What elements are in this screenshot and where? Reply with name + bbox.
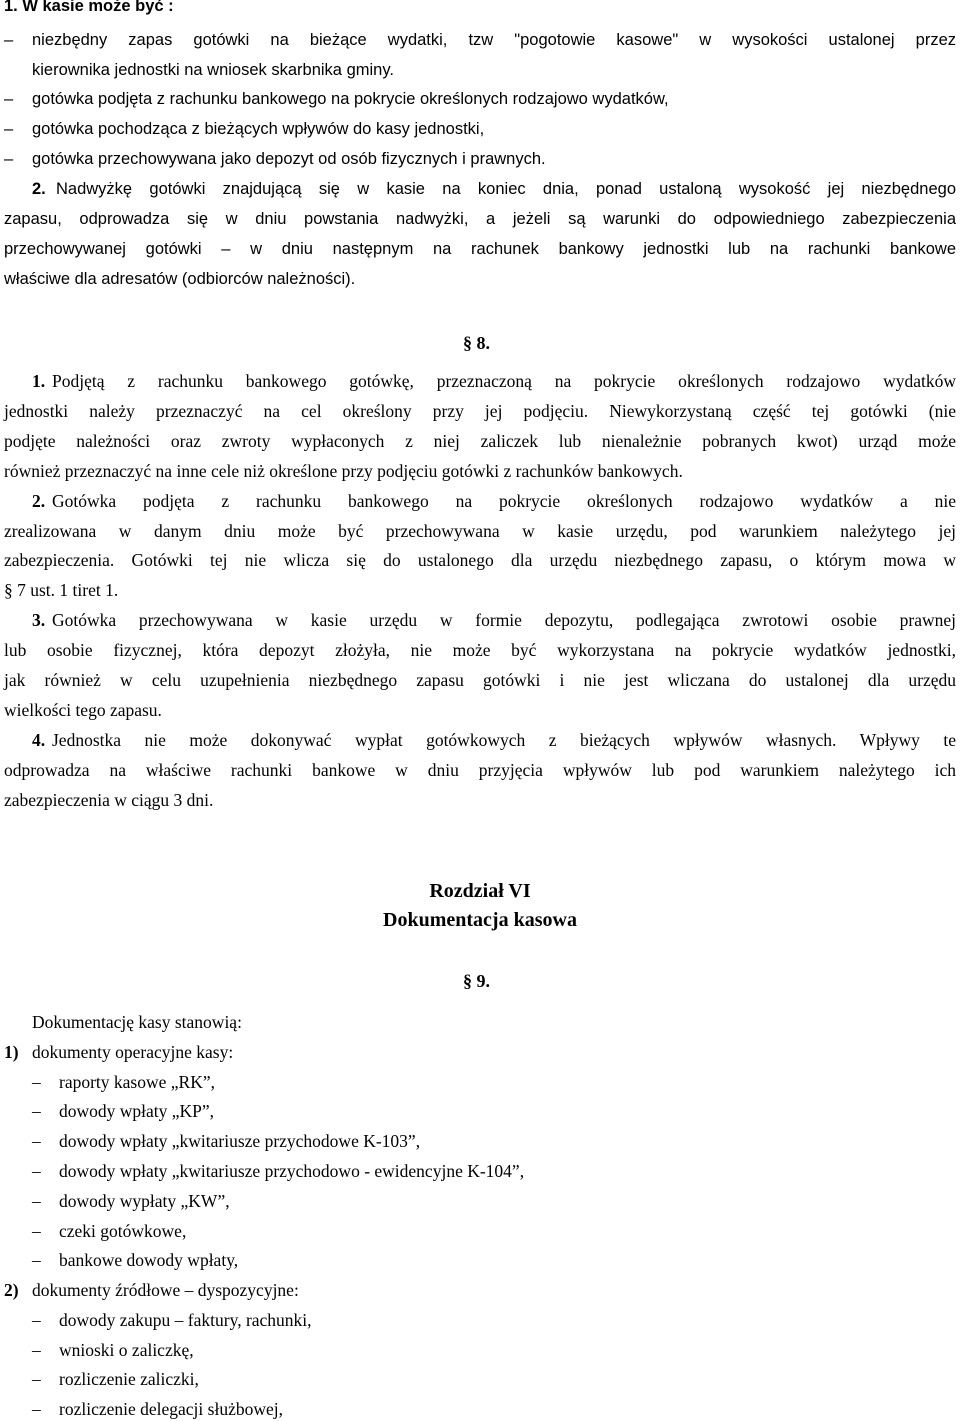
sec9-group2-label: dokumenty źródłowe – dyspozycyjne:: [32, 1280, 299, 1300]
dash-icon: –: [4, 120, 14, 138]
chapter-subtitle: Dokumentacja kasowa: [383, 909, 577, 931]
sec9-g1-item-2: dowody wpłaty „KP”,: [59, 1101, 215, 1121]
sec8-p1-line-2: jednostki należy przeznaczyć na cel określony przy jej podjęciu. Niewykorzystaną część tej gotówki (nie: [4, 401, 956, 421]
dash-icon: –: [4, 31, 14, 49]
sec9-g1-item-3: dowody wpłaty „kwitariusze przychodowe K-103”,: [59, 1131, 421, 1151]
section-8-heading: § 8.: [463, 333, 490, 353]
sec9-g1-item-7: bankowe dowody wpłaty,: [59, 1250, 239, 1270]
dash-icon: –: [32, 1399, 41, 1419]
sec9-g1-item-5: dowody wypłaty „KW”,: [59, 1191, 230, 1211]
dash-icon: –: [32, 1340, 41, 1360]
dash-icon: –: [32, 1221, 41, 1241]
sec7-p1-heading: 1. W kasie może być :: [4, 0, 174, 15]
dash-icon: –: [32, 1250, 41, 1270]
dash-icon: –: [32, 1369, 41, 1389]
dash-icon: –: [32, 1101, 41, 1121]
sec8-p4-number: 4.: [32, 730, 46, 750]
sec8-p4-line-1: Jednostka nie może dokonywać wypłat gotówkowych z bieżących wpływów własnych. Wpływy te: [52, 730, 956, 750]
sec7-item-1: niezbędny zapas gotówki na bieżące wydatki, tzw "pogotowie kasowe" w wysokości ustalonej przez: [32, 31, 956, 49]
dash-icon: –: [32, 1131, 41, 1151]
sec9-g2-item-1: dowody zakupu – faktury, rachunki,: [59, 1310, 312, 1330]
sec7-p2-line-4: właściwe dla adresatów (odbiorców należności).: [4, 270, 356, 288]
sec9-g1-item-4: dowody wpłaty „kwitariusze przychodowo - ewidencyjne K-104”,: [59, 1161, 525, 1181]
sec8-p3-number: 3.: [32, 610, 46, 630]
sec9-group2-number: 2): [4, 1280, 19, 1300]
dash-icon: –: [32, 1310, 41, 1330]
dash-icon: –: [4, 150, 14, 168]
sec9-group1-label: dokumenty operacyjne kasy:: [32, 1042, 234, 1062]
sec7-p2-line-3: przechowywanej gotówki – w dniu następnym na rachunek bankowy jednostki lub na rachunki bankowe: [4, 240, 956, 258]
sec8-p1-line-4: również przeznaczyć na inne cele niż określone przy podjęciu gotówki z rachunków bankowych.: [4, 461, 683, 481]
sec7-p2-line-1: Nadwyżkę gotówki znajdującą się w kasie na koniec dnia, ponad ustaloną wysokość jej niezbędnego: [56, 180, 956, 198]
sec8-p2-line-3: zabezpieczenia. Gotówki tej nie wlicza się do ustalonego dla urzędu niezbędnego zapasu, o którym mowa w: [4, 550, 956, 570]
sec8-p1-line-3: podjęte należności oraz zwroty wypłaconych z niej zaliczek lub nienależnie pobranych kwot) urząd może: [4, 431, 956, 451]
sec8-p1-number: 1.: [32, 371, 46, 391]
sec7-item-2: gotówka podjęta z rachunku bankowego na pokrycie określonych rodzajowo wydatków,: [32, 90, 669, 108]
sec8-p2-number: 2.: [32, 491, 46, 511]
sec9-group1-number: 1): [4, 1042, 19, 1062]
sec9-g1-item-1: raporty kasowe „RK”,: [59, 1072, 215, 1092]
sec9-g1-item-6: czeki gotówkowe,: [59, 1221, 187, 1241]
dash-icon: –: [32, 1072, 41, 1092]
sec7-item-3: gotówka pochodząca z bieżących wpływów do kasy jednostki,: [32, 120, 485, 138]
sec8-p3-line-3: jak również w celu uzupełnienia niezbędnego zapasu gotówki i nie jest wliczana do ustalonej dla urzędu: [4, 670, 956, 690]
dash-icon: –: [32, 1161, 41, 1181]
sec7-item-4: gotówka przechowywana jako depozyt od osób fizycznych i prawnych.: [32, 150, 546, 168]
sec8-p1-line-1: Podjętą z rachunku bankowego gotówkę, przeznaczoną na pokrycie określonych rodzajowo wydatków: [52, 371, 956, 391]
sec9-intro: Dokumentację kasy stanowią:: [32, 1012, 242, 1032]
sec7-item-1-cont: kierownika jednostki na wniosek skarbnika gminy.: [32, 61, 394, 79]
sec7-p2-number: 2.: [32, 180, 46, 198]
sec9-g2-item-3: rozliczenie zaliczki,: [59, 1369, 199, 1389]
chapter-title: Rozdział VI: [429, 880, 531, 902]
sec8-p2-line-1: Gotówka podjęta z rachunku bankowego na pokrycie określonych rodzajowo wydatków a nie: [52, 491, 956, 511]
sec8-p3-line-2: lub osobie fizycznej, która depozyt złożyła, nie może być wykorzystana na pokrycie wydatków jednostki,: [4, 640, 956, 660]
sec9-g2-item-2: wnioski o zaliczkę,: [59, 1340, 194, 1360]
sec8-p4-line-2: odprowadza na właściwe rachunki bankowe w dniu przyjęcia wpływów lub pod warunkiem należytego ich: [4, 760, 956, 780]
sec8-p2-line-2: zrealizowana w danym dniu może być przechowywana w kasie urzędu, pod warunkiem należytego jej: [4, 521, 956, 541]
sec8-p2-line-4: § 7 ust. 1 tiret 1.: [4, 580, 119, 600]
sec8-p3-line-1: Gotówka przechowywana w kasie urzędu w formie depozytu, podlegająca zwrotowi osobie prawnej: [52, 610, 956, 630]
dash-icon: –: [4, 90, 14, 108]
sec8-p3-line-4: wielkości tego zapasu.: [4, 700, 162, 720]
dash-icon: –: [32, 1191, 41, 1211]
sec8-p4-line-3: zabezpieczenia w ciągu 3 dni.: [4, 790, 214, 810]
sec7-p2-line-2: zapasu, odprowadza się w dniu powstania nadwyżki, a jeżeli są warunki do odpowiedniego zabezpieczenia: [4, 210, 956, 228]
sec9-g2-item-4: rozliczenie delegacji służbowej,: [59, 1399, 283, 1419]
section-9-heading: § 9.: [463, 971, 490, 991]
